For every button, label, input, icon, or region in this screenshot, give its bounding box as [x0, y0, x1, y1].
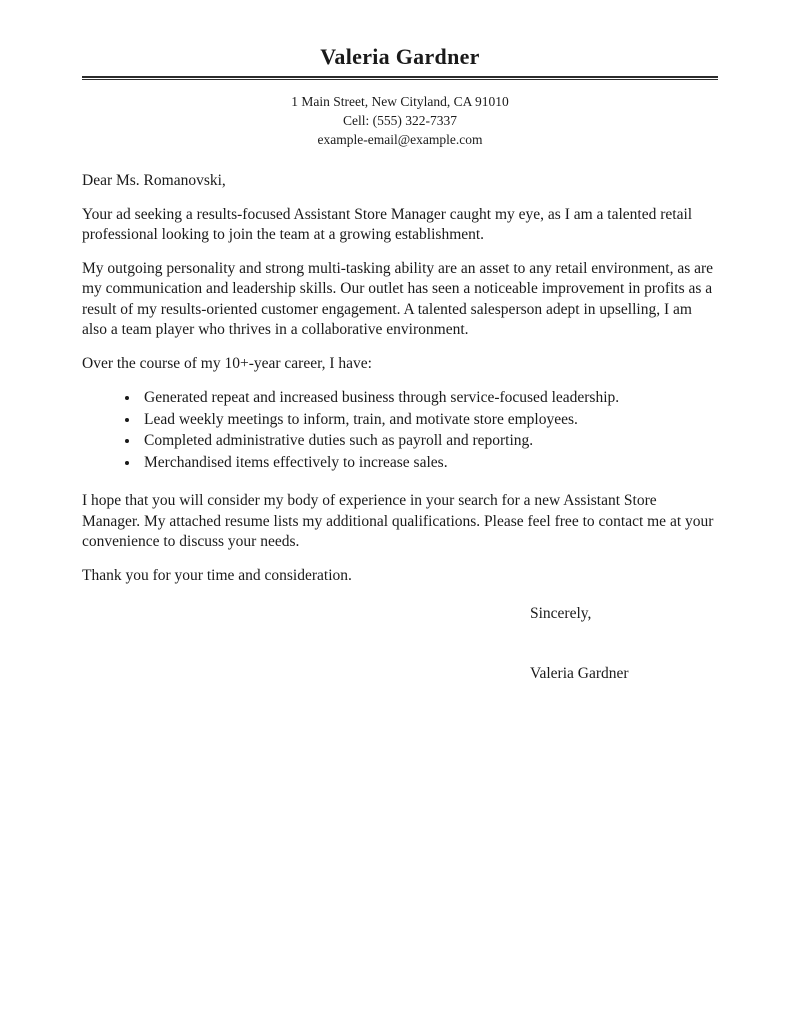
paragraph-thanks: Thank you for your time and consideration.	[82, 566, 352, 584]
contact-email: example-email@example.com	[317, 132, 483, 147]
signoff: Sincerely,	[530, 605, 592, 622]
paragraph-career-lead-in: Over the course of my 10+-year career, I have:	[82, 354, 372, 372]
salutation: Dear Ms. Romanovski,	[82, 172, 226, 189]
contact-address: 1 Main Street, New Cityland, CA 91010	[291, 94, 509, 109]
list-item: • Lead weekly meetings to inform, train, and motivate store employees.	[140, 410, 718, 431]
paragraph-skills: My outgoing personality and strong multi-tasking ability are an asset to any retail environment, as are my communication and leadership skills. Our outlet has seen a noticeable improvement in profits as a result of my results-oriented customer engagement. A talented salesperson adept in upselling, I am also a team player who thrives in a collaborative environment.	[82, 259, 714, 338]
signature-name: Valeria Gardner	[530, 664, 629, 682]
list-item: • Generated repeat and increased business through service-focused leadership.	[140, 388, 718, 409]
list-item: • Merchandised items effectively to increase sales.	[140, 453, 718, 474]
closing-block	[530, 604, 718, 684]
list-item: • Completed administrative duties such as payroll and reporting.	[140, 431, 718, 452]
letter-header	[82, 44, 718, 149]
paragraph-intro: Your ad seeking a results-focused Assistant Store Manager caught my eye, as I am a talented retail professional looking to join the team at a growing establishment.	[82, 205, 693, 243]
paragraph-closing: I hope that you will consider my body of experience in your search for a new Assistant Store Manager. My attached resume lists my additional qualifications. Please feel free to contact me at your convenience to discuss your needs.	[82, 492, 714, 550]
applicant-name: Valeria Gardner	[320, 44, 480, 69]
header-divider	[82, 76, 718, 80]
contact-phone: Cell: (555) 322-7337	[343, 113, 457, 128]
accomplishments-list	[82, 388, 718, 473]
letter-body	[82, 171, 718, 684]
